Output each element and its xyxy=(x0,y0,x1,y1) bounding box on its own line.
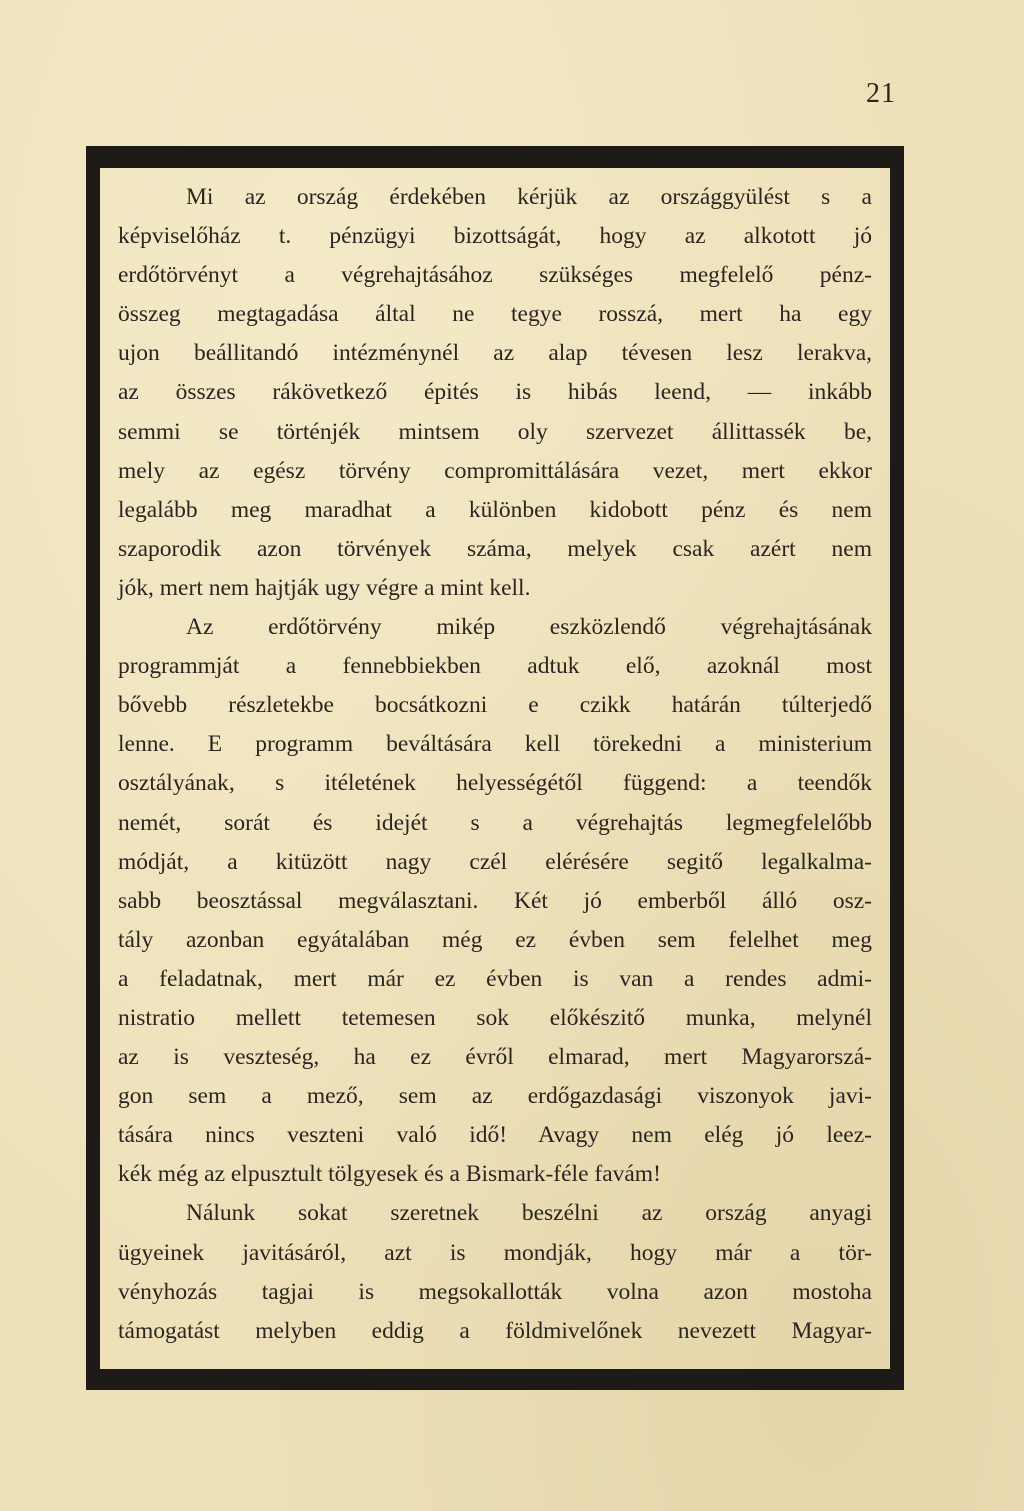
text-line: lenne. E programm beváltására kell törekedni a ministerium xyxy=(118,731,872,758)
text-line: képviselőház t. pénzügyi bizottságát, hogy az alkotott jó xyxy=(118,223,872,250)
text-line: az is veszteség, ha ez évről elmarad, mert Magyarorszá- xyxy=(118,1044,872,1071)
text-line: ügyeinek javitásáról, azt is mondják, hogy már a tör- xyxy=(118,1239,872,1266)
text-line: jók, mert nem hajtják ugy végre a mint kell. xyxy=(118,574,531,601)
text-line: erdőtörvényt a végrehajtásához szükséges megfelelő pénz- xyxy=(118,262,872,289)
frame-left-border xyxy=(86,146,100,1390)
text-line: tására nincs veszteni való idő! Avagy nem elég jó leez- xyxy=(118,1122,872,1149)
text-line: módját, a kitüzött nagy czél elérésére segitő legalkalma- xyxy=(118,848,872,875)
text-line: nistratio mellett tetemesen sok előkészitő munka, melynél xyxy=(118,1004,872,1031)
text-line: kék még az elpusztult tölgyesek és a Bismark-féle favám! xyxy=(118,1161,661,1188)
frame-bottom-border xyxy=(86,1369,904,1390)
text-line: semmi se történjék mintsem oly szervezet állittassék be, xyxy=(118,418,872,445)
text-line: bővebb részletekbe bocsátkozni e czikk határán túlterjedő xyxy=(118,692,872,719)
text-line: Mi az ország érdekében kérjük az országgyülést s a xyxy=(186,184,872,210)
text-line: tály azonban egyátalában még ez évben sem felelhet meg xyxy=(118,926,872,953)
frame-right-border xyxy=(890,146,904,1390)
text-line: nemét, sorát és idejét s a végrehajtás legmegfelelőbb xyxy=(118,809,872,836)
text-line: a feladatnak, mert már ez évben is van a rendes admi- xyxy=(118,965,872,992)
text-line: Nálunk sokat szeretnek beszélni az ország anyagi xyxy=(186,1200,872,1227)
text-line: ujon beállitandó intézménynél az alap tévesen lesz lerakva, xyxy=(118,340,872,367)
page-number: 21 xyxy=(866,78,896,109)
text-line: összeg megtagadása által ne tegye rosszá, mert ha egy xyxy=(118,301,872,328)
text-line: az összes rákövetkező épités is hibás leend, — inkább xyxy=(118,379,872,406)
text-line: legalább meg maradhat a különben kidobott pénz és nem xyxy=(118,496,872,523)
text-line: támogatást melyben eddig a földmivelőnek nevezett Magyar- xyxy=(118,1317,872,1344)
text-line: mely az egész törvény compromittálására vezet, mert ekkor xyxy=(118,457,872,484)
text-line: programmját a fennebbiekben adtuk elő, azoknál most xyxy=(118,653,872,680)
text-line: Az erdőtörvény mikép eszközlendő végrehajtásának xyxy=(186,614,872,641)
frame-top-border xyxy=(86,146,904,168)
text-line: sabb beosztással megválasztani. Két jó emberből álló osz- xyxy=(118,887,872,914)
text-line: gon sem a mező, sem az erdőgazdasági viszonyok javi- xyxy=(118,1083,872,1110)
text-line: vényhozás tagjai is megsokallották volna azon mostoha xyxy=(118,1278,872,1305)
body-text xyxy=(118,178,872,1351)
text-line: szaporodik azon törvények száma, melyek csak azért nem xyxy=(118,535,872,562)
text-line: osztályának, s itéletének helyességétől függend: a teendők xyxy=(118,770,872,797)
